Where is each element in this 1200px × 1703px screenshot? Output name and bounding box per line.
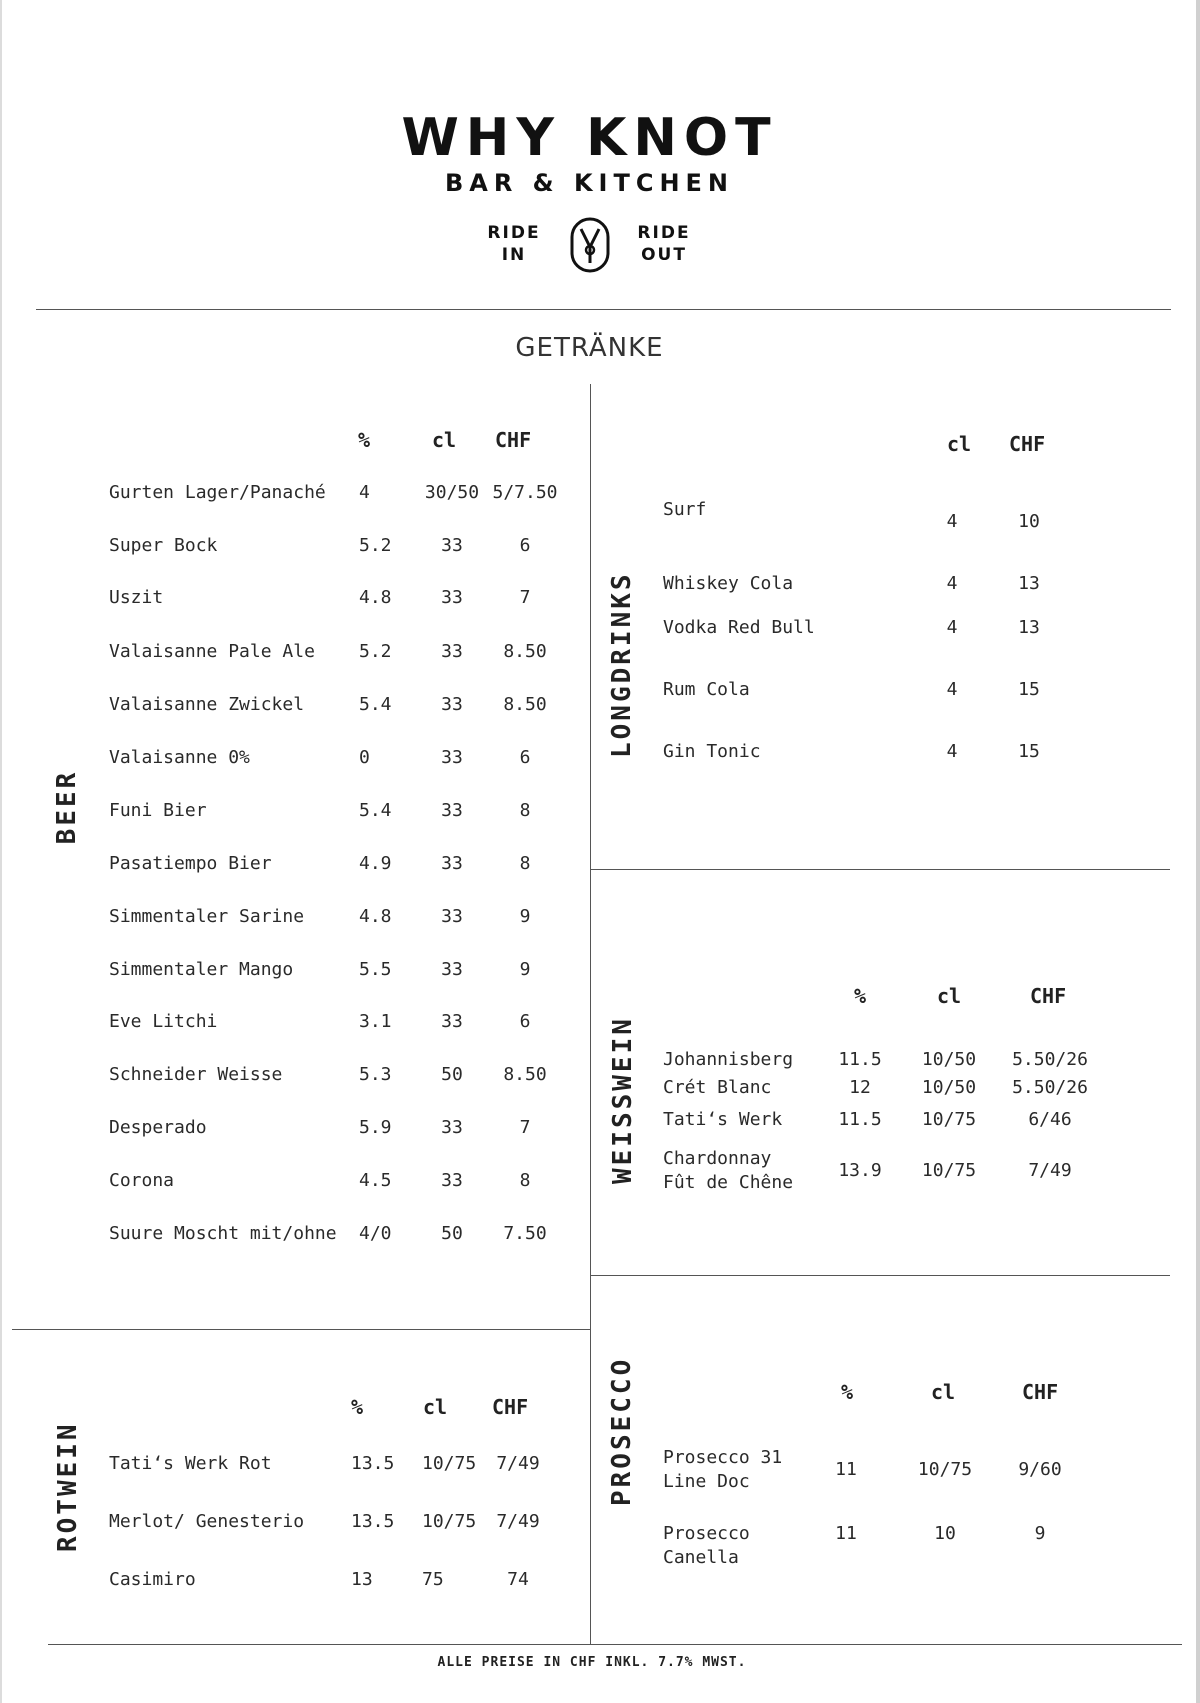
beer-item-cl: 33 bbox=[441, 906, 463, 927]
beer-item-pct: 5.2 bbox=[359, 535, 392, 556]
beer-col-chf: CHF bbox=[495, 428, 532, 452]
beer-item-name: Eve Litchi bbox=[109, 1011, 218, 1032]
rotwein-item-chf: 74 bbox=[507, 1569, 529, 1590]
beer-item-name: Uszit bbox=[109, 587, 164, 608]
rotwein-item-chf: 7/49 bbox=[496, 1511, 540, 1532]
beer-item-name: Valaisanne 0% bbox=[109, 747, 250, 768]
longdrinks-col-cl: cl bbox=[947, 432, 972, 456]
prosecco-item-chf: 9 bbox=[1034, 1523, 1046, 1544]
page-heading: GETRÄNKE bbox=[515, 333, 664, 363]
beer-col-pct: % bbox=[358, 428, 371, 452]
longdrink-item-name: Vodka Red Bull bbox=[663, 617, 815, 638]
prosecco-item-chf: 9/60 bbox=[1018, 1459, 1062, 1480]
weisswein-prosecco-divider bbox=[590, 1275, 1170, 1276]
weisswein-item-name: Johannisberg bbox=[663, 1049, 794, 1070]
prosecco-item-pct: 11 bbox=[835, 1523, 857, 1544]
beer-col-cl: cl bbox=[432, 428, 457, 452]
rotwein-item-pct: 13 bbox=[351, 1569, 373, 1590]
rotwein-item-name: Merlot/ Genesterio bbox=[109, 1511, 305, 1532]
ride-out-label bbox=[624, 222, 704, 266]
rotwein-col-cl: cl bbox=[423, 1395, 448, 1419]
beer-item-name: Corona bbox=[109, 1170, 175, 1191]
beer-item-name: Super Bock bbox=[109, 535, 218, 556]
weisswein-item-pct: 11.5 bbox=[838, 1049, 882, 1070]
beer-item-chf: 6 bbox=[519, 535, 531, 556]
longdrink-item-cl: 4 bbox=[946, 679, 958, 700]
beer-item-pct: 4 bbox=[359, 482, 370, 503]
section-label-weisswein: WEISSWEIN bbox=[608, 1016, 638, 1184]
beer-item-pct: 0 bbox=[359, 747, 370, 768]
beer-item-pct: 5.4 bbox=[359, 694, 392, 715]
longdrink-item-cl: 4 bbox=[946, 511, 958, 532]
logo-title: WHY KNOT bbox=[401, 108, 778, 168]
center-divider bbox=[590, 384, 591, 1644]
weisswein-item-cl: 10/75 bbox=[921, 1109, 977, 1130]
beer-item-cl: 33 bbox=[441, 1170, 463, 1191]
beer-item-name: Simmentaler Mango bbox=[109, 959, 294, 980]
footer-divider bbox=[48, 1644, 1182, 1645]
rotwein-item-cl: 10/75 bbox=[422, 1453, 477, 1474]
beer-item-chf: 6 bbox=[519, 747, 531, 768]
weisswein-item-name-line2: Fût de Chêne bbox=[663, 1172, 794, 1193]
weisswein-item-pct: 12 bbox=[849, 1077, 871, 1098]
beer-item-pct: 5.4 bbox=[359, 800, 392, 821]
beer-item-name: Simmentaler Sarine bbox=[109, 906, 305, 927]
beer-item-name: Valaisanne Pale Ale bbox=[109, 641, 315, 662]
weisswein-item-cl: 10/75 bbox=[921, 1160, 977, 1181]
weisswein-item-name: Crét Blanc bbox=[663, 1077, 772, 1098]
longdrinks-col-chf: CHF bbox=[1009, 432, 1046, 456]
prosecco-item-name-line2: Canella bbox=[663, 1547, 739, 1568]
beer-item-chf: 8 bbox=[519, 800, 531, 821]
beer-item-chf: 8 bbox=[519, 1170, 531, 1191]
weisswein-item-cl: 10/50 bbox=[921, 1049, 977, 1070]
section-label-rotwein: ROTWEIN bbox=[53, 1421, 83, 1552]
longdrink-item-cl: 4 bbox=[946, 573, 958, 594]
weisswein-col-pct: % bbox=[854, 984, 867, 1008]
weisswein-col-chf: CHF bbox=[1030, 984, 1067, 1008]
ride-in-line-2: IN bbox=[501, 245, 527, 265]
weisswein-item-chf: 7/49 bbox=[1028, 1160, 1072, 1181]
beer-item-name: Funi Bier bbox=[109, 800, 207, 821]
rotwein-col-pct: % bbox=[351, 1395, 364, 1419]
beer-item-pct: 4.8 bbox=[359, 906, 392, 927]
beer-item-pct: 5.9 bbox=[359, 1117, 392, 1138]
beer-item-cl: 33 bbox=[441, 747, 463, 768]
beer-item-cl: 33 bbox=[441, 641, 463, 662]
rotwein-item-pct: 13.5 bbox=[351, 1453, 395, 1474]
longdrink-item-cl: 4 bbox=[946, 617, 958, 638]
beer-item-cl: 50 bbox=[441, 1223, 463, 1244]
rotwein-col-chf: CHF bbox=[492, 1395, 529, 1419]
weisswein-item-cl: 10/50 bbox=[921, 1077, 977, 1098]
section-label-prosecco: PROSECCO bbox=[607, 1356, 637, 1506]
y-knot-emblem-icon bbox=[570, 217, 610, 273]
longdrink-item-chf: 15 bbox=[1018, 679, 1040, 700]
prosecco-col-cl: cl bbox=[931, 1380, 956, 1404]
ride-out-line-1: RIDE bbox=[637, 223, 691, 243]
rotwein-item-name: Casimiro bbox=[109, 1569, 196, 1590]
beer-item-cl: 30/50 bbox=[424, 482, 480, 503]
prosecco-item-name-line2: Line Doc bbox=[663, 1471, 750, 1492]
beer-item-pct: 3.1 bbox=[359, 1011, 392, 1032]
longdrink-item-name: Surf bbox=[663, 499, 707, 520]
weisswein-item-chf: 5.50/26 bbox=[1012, 1049, 1088, 1070]
prosecco-item-cl: 10 bbox=[934, 1523, 956, 1544]
beer-item-cl: 33 bbox=[441, 853, 463, 874]
beer-item-pct: 4/0 bbox=[359, 1223, 392, 1244]
beer-item-pct: 4.8 bbox=[359, 587, 392, 608]
beer-item-chf: 5/7.50 bbox=[492, 482, 558, 503]
rotwein-item-name: Tati‘s Werk Rot bbox=[109, 1453, 272, 1474]
section-label-beer: BEER bbox=[52, 769, 82, 845]
beer-item-cl: 33 bbox=[441, 800, 463, 821]
beer-item-name: Gurten Lager/Panaché bbox=[109, 482, 326, 503]
beer-item-name: Suure Moscht mit/ohne bbox=[109, 1223, 337, 1244]
beer-item-pct: 4.5 bbox=[359, 1170, 392, 1191]
beer-item-name: Schneider Weisse bbox=[109, 1064, 283, 1085]
longdrink-item-name: Whiskey Cola bbox=[663, 573, 794, 594]
beer-item-cl: 50 bbox=[441, 1064, 463, 1085]
longdrink-item-chf: 10 bbox=[1018, 511, 1040, 532]
beer-item-cl: 33 bbox=[441, 694, 463, 715]
rotwein-item-chf: 7/49 bbox=[496, 1453, 540, 1474]
beer-item-cl: 33 bbox=[441, 587, 463, 608]
weisswein-col-cl: cl bbox=[937, 984, 962, 1008]
longdrink-item-name: Rum Cola bbox=[663, 679, 750, 700]
ride-out-line-2: OUT bbox=[641, 245, 687, 265]
longdrink-item-chf: 13 bbox=[1018, 617, 1040, 638]
logo-subtitle: BAR & KITCHEN bbox=[444, 169, 735, 197]
prosecco-item-name: Prosecco bbox=[663, 1523, 750, 1544]
beer-rotwein-divider bbox=[12, 1329, 590, 1330]
beer-item-chf: 7 bbox=[519, 587, 531, 608]
beer-item-chf: 7 bbox=[519, 1117, 531, 1138]
ride-in-line-1: RIDE bbox=[487, 223, 541, 243]
section-label-longdrinks: LONGDRINKS bbox=[607, 571, 637, 758]
prosecco-item-cl: 10/75 bbox=[917, 1459, 973, 1480]
beer-item-cl: 33 bbox=[441, 1011, 463, 1032]
weisswein-item-pct: 13.9 bbox=[838, 1160, 882, 1181]
beer-item-chf: 7.50 bbox=[503, 1223, 547, 1244]
beer-item-pct: 5.3 bbox=[359, 1064, 392, 1085]
weisswein-item-name: Tati‘s Werk bbox=[663, 1109, 783, 1130]
longdrink-item-chf: 13 bbox=[1018, 573, 1040, 594]
longdrink-item-chf: 15 bbox=[1018, 741, 1040, 762]
header-divider bbox=[36, 309, 1171, 310]
prosecco-col-pct: % bbox=[841, 1380, 854, 1404]
beer-item-cl: 33 bbox=[441, 1117, 463, 1138]
beer-item-pct: 5.5 bbox=[359, 959, 392, 980]
longdrinks-weisswein-divider bbox=[590, 869, 1170, 870]
beer-item-chf: 8 bbox=[519, 853, 531, 874]
rotwein-item-pct: 13.5 bbox=[351, 1511, 395, 1532]
weisswein-item-chf: 6/46 bbox=[1028, 1109, 1072, 1130]
beer-item-cl: 33 bbox=[441, 535, 463, 556]
prosecco-item-name: Prosecco 31 bbox=[663, 1447, 783, 1468]
footer-note: ALLE PREISE IN CHF INKL. 7.7% MWST. bbox=[437, 1655, 747, 1670]
beer-item-pct: 4.9 bbox=[359, 853, 392, 874]
weisswein-item-chf: 5.50/26 bbox=[1012, 1077, 1088, 1098]
longdrink-item-cl: 4 bbox=[946, 741, 958, 762]
prosecco-item-pct: 11 bbox=[835, 1459, 857, 1480]
weisswein-item-name: Chardonnay bbox=[663, 1148, 772, 1169]
beer-item-name: Valaisanne Zwickel bbox=[109, 694, 305, 715]
ride-in-label bbox=[474, 222, 554, 266]
beer-item-name: Desperado bbox=[109, 1117, 207, 1138]
beer-item-pct: 5.2 bbox=[359, 641, 392, 662]
beer-item-chf: 8.50 bbox=[503, 694, 547, 715]
rotwein-item-cl: 75 bbox=[422, 1569, 444, 1590]
beer-item-name: Pasatiempo Bier bbox=[109, 853, 272, 874]
beer-item-chf: 6 bbox=[519, 1011, 531, 1032]
beer-item-chf: 8.50 bbox=[503, 1064, 547, 1085]
longdrink-item-name: Gin Tonic bbox=[663, 741, 761, 762]
beer-item-chf: 9 bbox=[519, 959, 531, 980]
prosecco-col-chf: CHF bbox=[1022, 1380, 1059, 1404]
weisswein-item-pct: 11.5 bbox=[838, 1109, 882, 1130]
beer-item-chf: 9 bbox=[519, 906, 531, 927]
rotwein-item-cl: 10/75 bbox=[422, 1511, 477, 1532]
beer-item-cl: 33 bbox=[441, 959, 463, 980]
beer-item-chf: 8.50 bbox=[503, 641, 547, 662]
